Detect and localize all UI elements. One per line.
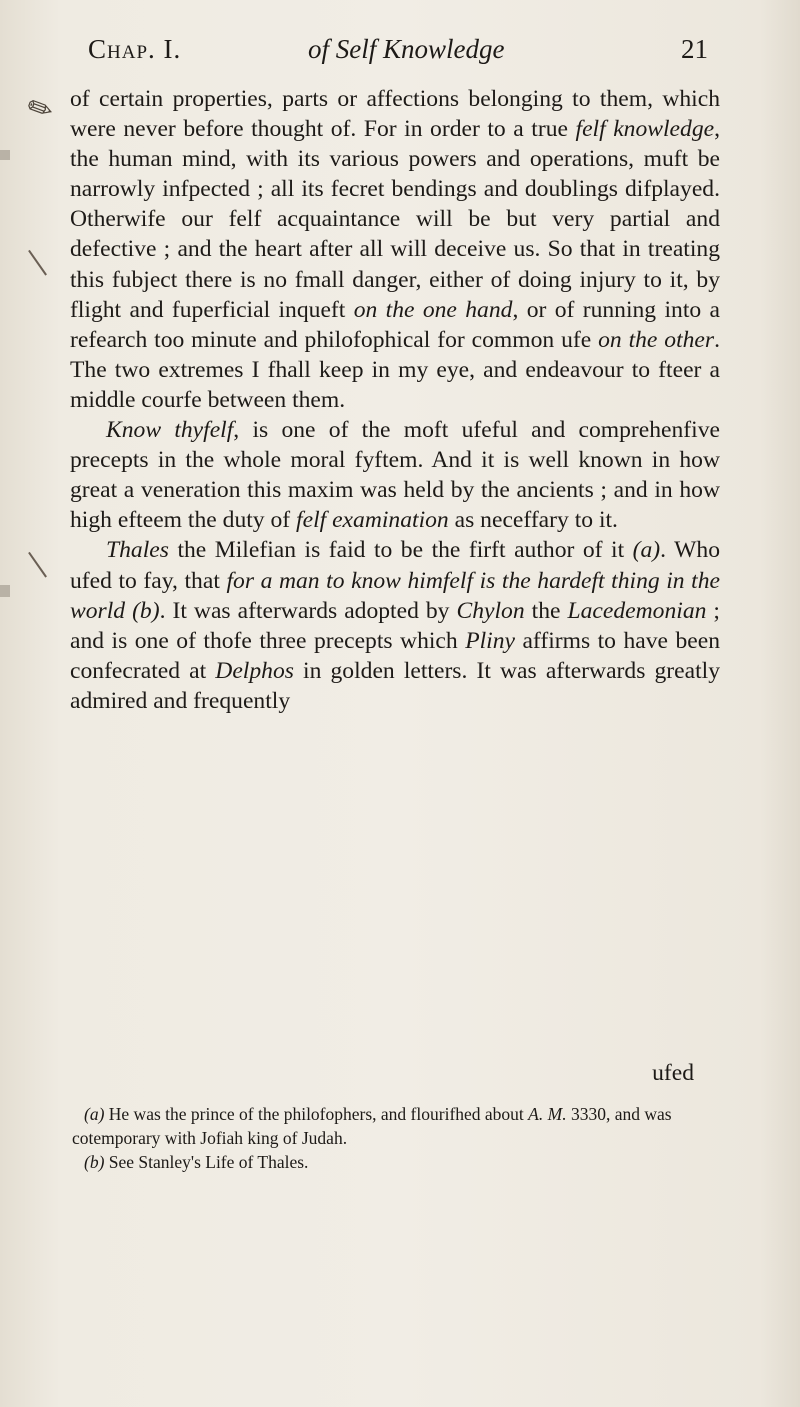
marginal-ink-stroke — [28, 548, 52, 577]
text-segment: of certain properties, parts or affections belonging to them, which were never before thought of. For in order to a true — [70, 86, 720, 143]
text-segment: affirms to have been confecrated at — [70, 627, 720, 684]
text-segment: . Who ufed to fay, that — [70, 537, 720, 594]
chapter-label: Chap. I. — [88, 34, 182, 64]
marginal-ink-mark: ✎ — [21, 88, 60, 131]
text-segment: , or of running into a refearch too minute and philofophical for common ufe — [70, 296, 720, 353]
italic-text-segment: for a man to know himfelf is the hardeft thing in the world (b) — [70, 567, 720, 624]
page-edge-mark — [0, 150, 10, 160]
italic-text-segment: Thales — [106, 537, 169, 564]
running-title: of Self Knowledge — [308, 34, 505, 64]
footnote — [72, 1150, 732, 1174]
italic-text-segment: Chylon — [456, 597, 525, 624]
page-number: 21 — [681, 34, 708, 64]
italic-text-segment: felf knowledge — [575, 116, 715, 143]
text-segment: the Milefian is faid to be the firft author of it — [168, 537, 633, 564]
italic-text-segment: Know thyfelf — [106, 417, 234, 444]
italic-text-segment: felf examination — [296, 507, 449, 534]
italic-text-segment: Delphos — [215, 657, 294, 684]
italic-text-segment: (a) — [84, 1104, 105, 1124]
catchword: ufed — [652, 1060, 694, 1086]
paragraph — [70, 415, 720, 535]
body-text — [70, 84, 720, 716]
page-edge-mark — [0, 585, 10, 597]
paragraph — [70, 84, 720, 415]
text-segment: in golden letters. It was afterwards greatly admired and frequently — [70, 657, 720, 714]
running-header — [88, 34, 708, 74]
italic-text-segment: (b) — [84, 1152, 105, 1172]
text-segment: , the human mind, with its various powers and operations, muft be narrowly infpected ; all its fecret bendings and doublings difplayed. Otherwife our felf acquaintance will be but very partial and defective ; and the heart after all will deceive us. So that in treating this fubject there is no fmall danger, either of doing injury to it, by flight and fuperficial inqueft — [70, 116, 720, 323]
text-segment: the — [524, 597, 568, 624]
italic-text-segment: Pliny — [465, 627, 515, 654]
italic-text-segment: on the one hand — [353, 296, 513, 323]
text-segment: ; and is one of thofe three precepts which — [70, 597, 720, 654]
italic-text-segment: on the other — [598, 326, 715, 353]
text-segment: as neceffary to it. — [448, 507, 618, 534]
marginal-ink-stroke — [28, 246, 52, 275]
italic-text-segment: (a) — [632, 537, 661, 564]
text-segment: . The two extremes I fhall keep in my eye, and endeavour to fteer a middle courfe between them. — [70, 326, 720, 413]
italic-text-segment: Lacedemonian — [567, 597, 707, 624]
paragraph — [70, 535, 720, 716]
footnotes — [72, 1102, 732, 1174]
italic-text-segment: A. M. — [528, 1104, 567, 1124]
text-segment: 3330, and was cotemporary with Jofiah king of Judah. — [72, 1104, 672, 1148]
text-segment: , is one of the moft ufeful and comprehenfive precepts in the whole moral fyftem. And it is well known in how great a veneration this maxim was held by the ancients ; and in how high efteem the duty of — [70, 417, 720, 534]
text-segment: See Stanley's Life of Thales. — [104, 1152, 309, 1172]
text-segment: He was the prince of the philofophers, and flourifhed about — [104, 1104, 529, 1124]
text-segment: . It was afterwards adopted by — [159, 597, 457, 624]
footnote — [72, 1102, 732, 1150]
